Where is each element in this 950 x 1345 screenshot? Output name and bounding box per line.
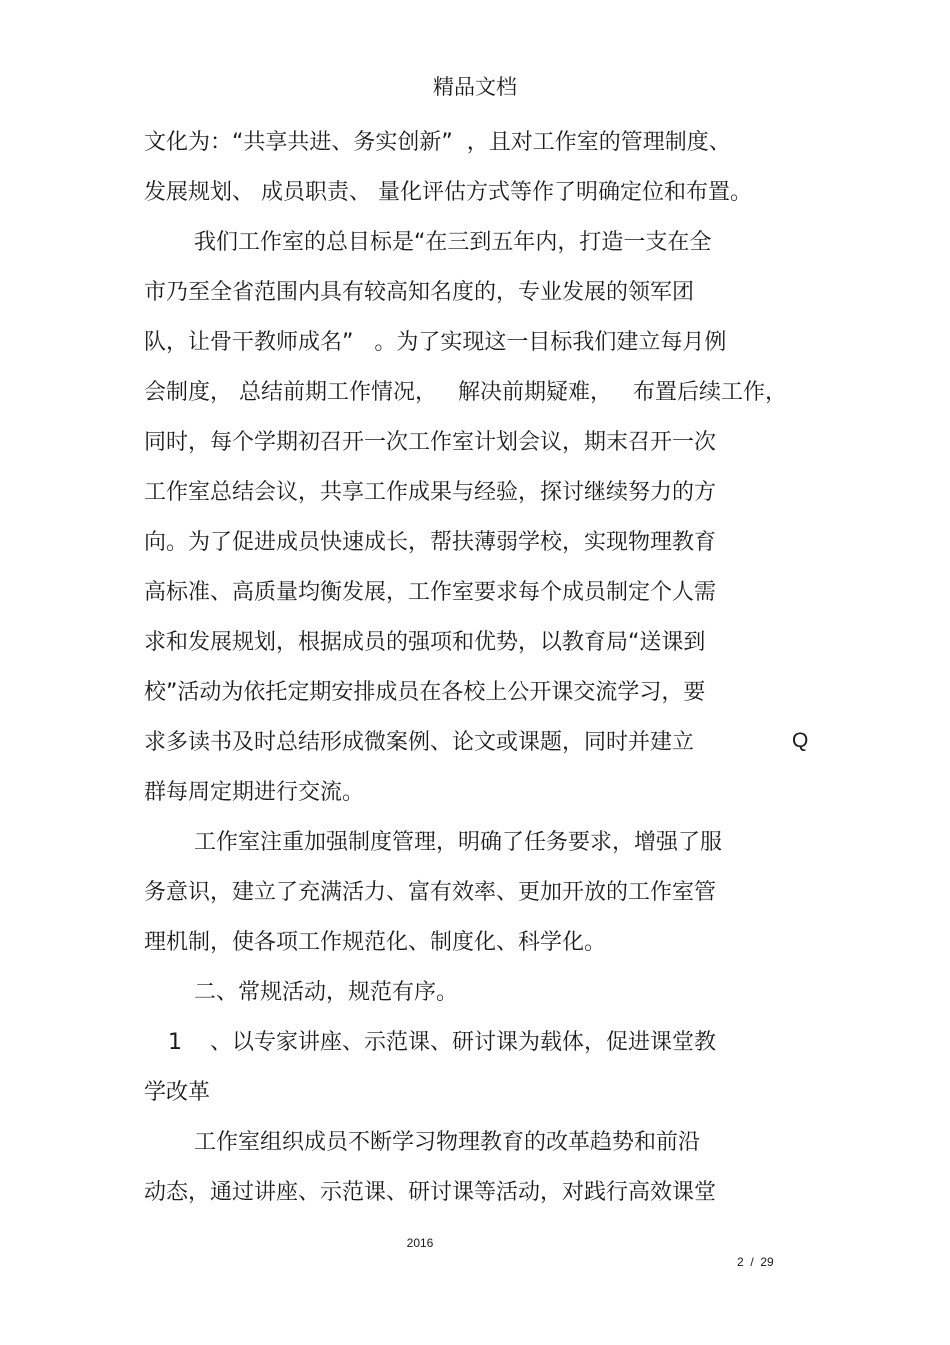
q-letter-text: Q bbox=[792, 729, 809, 752]
text-line: 动态，通过讲座、示范课、研讨课等活动，对践行高效课堂 bbox=[144, 1180, 717, 1205]
text-line: 校”活动为依托定期安排成员在各校上公开课交流学习，要 bbox=[144, 680, 706, 705]
text-line: 工作室总结会议，共享工作成果与经验，探讨继续努力的方 bbox=[144, 480, 717, 505]
text-line: 高标准、高质量均衡发展，工作室要求每个成员制定个人需 bbox=[144, 580, 717, 605]
page-header-title: 精品文档 bbox=[433, 75, 517, 99]
text-line: 求和发展规划，根据成员的强项和优势，以教育局“送课到 bbox=[144, 630, 706, 655]
text-line: 理机制，使各项工作规范化、制度化、科学化。 bbox=[144, 930, 607, 955]
text-line: 发展规划、 成员职责、 量化评估方式等作了明确定位和布置。 bbox=[144, 180, 752, 205]
subsection-heading: 1 、以专家讲座、示范课、研讨课为载体，促进课堂教 bbox=[168, 1030, 716, 1055]
text-line: 队，让骨干教师成名” 。为了实现这一目标我们建立每月例 bbox=[144, 330, 727, 355]
page-number: 2 / 29 bbox=[737, 1255, 774, 1269]
text-line: 文化为：“共享共进、务实创新” ，且对工作室的管理制度、 bbox=[144, 130, 731, 155]
body-text bbox=[144, 125, 824, 1225]
text-line: 向。为了促进成员快速成长，帮扶薄弱学校，实现物理教育 bbox=[144, 530, 717, 555]
text-line: 务意识，建立了充满活力、富有效率、更加开放的工作室管 bbox=[144, 880, 717, 905]
paragraph-start-line: 工作室注重加强制度管理，明确了任务要求，增强了服 bbox=[194, 830, 723, 855]
text-line: 求多读书及时总结形成微案例、论文或课题，同时并建立 bbox=[144, 730, 695, 755]
footer-year: 2016 bbox=[406, 1236, 434, 1250]
text-line: 群每周定期进行交流。 bbox=[144, 780, 365, 805]
paragraph-start-line: 工作室组织成员不断学习物理教育的改革趋势和前沿 bbox=[194, 1130, 701, 1155]
text-line: 会制度， 总结前期工作情况， 解决前期疑难， 布置后续工作， bbox=[144, 380, 787, 405]
text-line: 市乃至全省范围内具有较高知名度的，专业发展的领军团 bbox=[144, 280, 695, 305]
paragraph-start-line: 我们工作室的总目标是“在三到五年内，打造一支在全 bbox=[194, 230, 712, 255]
section-heading: 二、常规活动，规范有序。 bbox=[194, 980, 459, 1005]
text-line: 同时，每个学期初召开一次工作室计划会议，期末召开一次 bbox=[144, 430, 717, 455]
subsection-heading-continued: 学改革 bbox=[144, 1080, 211, 1105]
